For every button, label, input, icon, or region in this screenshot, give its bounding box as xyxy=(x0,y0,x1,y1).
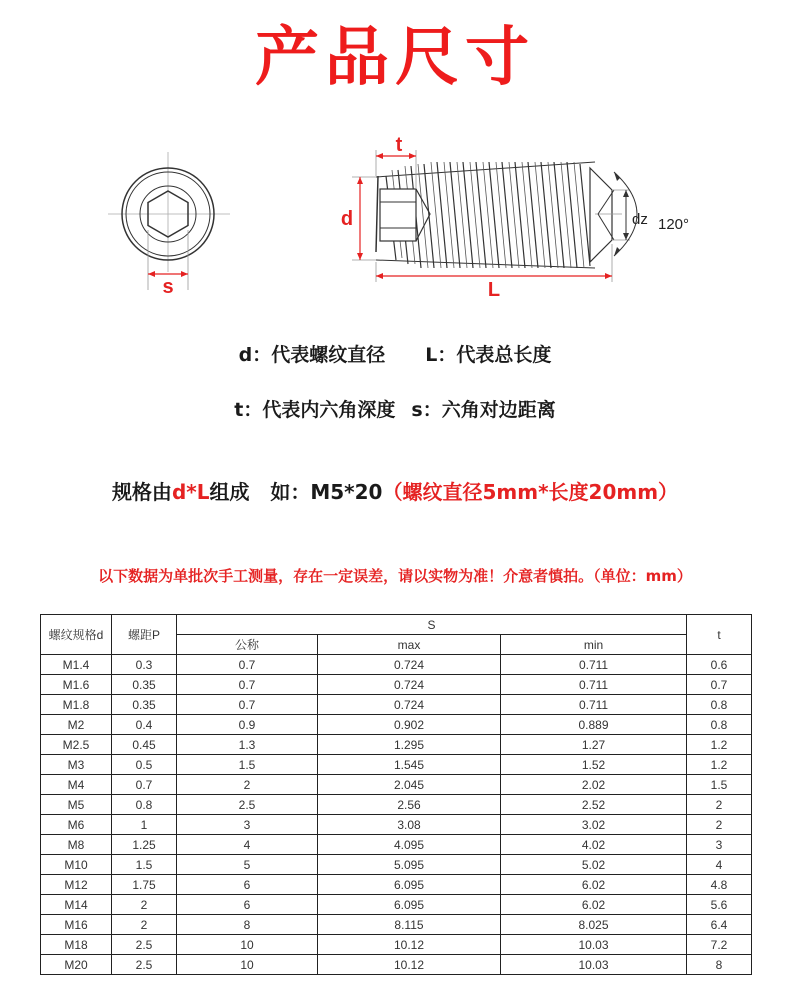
cell-pitch: 1 xyxy=(112,815,177,835)
cell-thread: M3 xyxy=(41,755,112,775)
cell-t: 1.2 xyxy=(687,755,752,775)
s-label: s xyxy=(162,276,174,298)
cell-thread: M1.4 xyxy=(41,655,112,675)
header-min: min xyxy=(501,635,687,655)
legend-L: L：代表总长度 xyxy=(425,344,552,366)
cell-t: 4 xyxy=(687,855,752,875)
header-s: S xyxy=(177,615,687,635)
table-row xyxy=(41,915,752,935)
cell-t: 1.2 xyxy=(687,735,752,755)
cell-min: 6.02 xyxy=(501,895,687,915)
cell-nominal: 1.3 xyxy=(177,735,318,755)
cell-min: 0.711 xyxy=(501,675,687,695)
angle-label: 120° xyxy=(658,216,690,233)
cell-min: 1.52 xyxy=(501,755,687,775)
table-row xyxy=(41,875,752,895)
cell-nominal: 6 xyxy=(177,895,318,915)
header-thread: 螺纹规格d xyxy=(41,615,112,655)
table-row xyxy=(41,835,752,855)
cell-max: 8.115 xyxy=(318,915,501,935)
table-body xyxy=(41,655,752,975)
cell-pitch: 0.7 xyxy=(112,775,177,795)
cell-nominal: 2 xyxy=(177,775,318,795)
legend-line-2 xyxy=(0,395,790,422)
cell-thread: M1.6 xyxy=(41,675,112,695)
cell-t: 0.8 xyxy=(687,695,752,715)
table-row xyxy=(41,735,752,755)
spec-prefix: 规格由 xyxy=(111,480,172,504)
cell-t: 0.8 xyxy=(687,715,752,735)
table-row xyxy=(41,795,752,815)
page-title: 产品尺寸 xyxy=(255,21,535,95)
side-view xyxy=(341,134,689,301)
cell-min: 0.711 xyxy=(501,655,687,675)
cell-t: 1.5 xyxy=(687,775,752,795)
cell-min: 10.03 xyxy=(501,955,687,975)
cell-pitch: 0.4 xyxy=(112,715,177,735)
cell-max: 1.295 xyxy=(318,735,501,755)
table-row xyxy=(41,895,752,915)
table-row xyxy=(41,955,752,975)
spec-format xyxy=(0,476,790,505)
cell-thread: M5 xyxy=(41,795,112,815)
cell-min: 0.711 xyxy=(501,695,687,715)
set-screw-diagram xyxy=(0,128,790,308)
cell-max: 3.08 xyxy=(318,815,501,835)
table-row xyxy=(41,775,752,795)
table-row xyxy=(41,715,752,735)
cell-pitch: 2.5 xyxy=(112,955,177,975)
cell-max: 0.902 xyxy=(318,715,501,735)
table-row xyxy=(41,815,752,835)
cell-max: 5.095 xyxy=(318,855,501,875)
t-label: t xyxy=(395,134,403,156)
cell-thread: M1.8 xyxy=(41,695,112,715)
cell-nominal: 0.7 xyxy=(177,675,318,695)
table-row xyxy=(41,855,752,875)
legend-line-1 xyxy=(0,340,790,367)
cell-t: 3 xyxy=(687,835,752,855)
cell-max: 10.12 xyxy=(318,935,501,955)
cell-pitch: 1.5 xyxy=(112,855,177,875)
dz-label: dz xyxy=(632,211,648,228)
cell-max: 2.045 xyxy=(318,775,501,795)
cell-pitch: 0.45 xyxy=(112,735,177,755)
table-row xyxy=(41,655,752,675)
cell-t: 0.7 xyxy=(687,675,752,695)
cell-thread: M14 xyxy=(41,895,112,915)
cell-t: 8 xyxy=(687,955,752,975)
table-row xyxy=(41,675,752,695)
cell-thread: M8 xyxy=(41,835,112,855)
cell-min: 2.02 xyxy=(501,775,687,795)
cell-thread: M4 xyxy=(41,775,112,795)
cell-nominal: 1.5 xyxy=(177,755,318,775)
cell-nominal: 0.7 xyxy=(177,655,318,675)
cell-max: 0.724 xyxy=(318,655,501,675)
header-max: max xyxy=(318,635,501,655)
cell-nominal: 3 xyxy=(177,815,318,835)
cell-min: 1.27 xyxy=(501,735,687,755)
cell-pitch: 1.25 xyxy=(112,835,177,855)
cell-thread: M2.5 xyxy=(41,735,112,755)
table-header-row xyxy=(41,615,752,635)
end-view xyxy=(108,152,230,298)
cell-max: 2.56 xyxy=(318,795,501,815)
cell-thread: M10 xyxy=(41,855,112,875)
header-pitch: 螺距P xyxy=(112,615,177,655)
cell-max: 0.724 xyxy=(318,675,501,695)
cell-t: 4.8 xyxy=(687,875,752,895)
legend-s: s：六角对边距离 xyxy=(411,399,556,421)
cell-max: 6.095 xyxy=(318,895,501,915)
cell-t: 2 xyxy=(687,815,752,835)
legend-d: d：代表螺纹直径 xyxy=(238,344,386,366)
cell-thread: M20 xyxy=(41,955,112,975)
header-t: t xyxy=(687,615,752,655)
cell-min: 0.889 xyxy=(501,715,687,735)
cell-nominal: 2.5 xyxy=(177,795,318,815)
cell-max: 1.545 xyxy=(318,755,501,775)
legend-t: t：代表内六角深度 xyxy=(234,399,396,421)
cell-nominal: 0.7 xyxy=(177,695,318,715)
cell-nominal: 0.9 xyxy=(177,715,318,735)
cell-nominal: 10 xyxy=(177,955,318,975)
cell-t: 6.4 xyxy=(687,915,752,935)
cell-pitch: 0.8 xyxy=(112,795,177,815)
cell-t: 7.2 xyxy=(687,935,752,955)
table-row xyxy=(41,935,752,955)
cell-pitch: 2.5 xyxy=(112,935,177,955)
cell-thread: M12 xyxy=(41,875,112,895)
cell-thread: M16 xyxy=(41,915,112,935)
cell-nominal: 10 xyxy=(177,935,318,955)
cell-pitch: 0.35 xyxy=(112,675,177,695)
cell-min: 6.02 xyxy=(501,875,687,895)
cell-pitch: 1.75 xyxy=(112,875,177,895)
table-row xyxy=(41,695,752,715)
cell-t: 2 xyxy=(687,795,752,815)
cell-pitch: 0.5 xyxy=(112,755,177,775)
cell-min: 4.02 xyxy=(501,835,687,855)
cell-pitch: 0.3 xyxy=(112,655,177,675)
cell-min: 8.025 xyxy=(501,915,687,935)
L-label: L xyxy=(487,279,501,301)
cell-thread: M6 xyxy=(41,815,112,835)
cell-thread: M18 xyxy=(41,935,112,955)
cell-nominal: 6 xyxy=(177,875,318,895)
cell-nominal: 4 xyxy=(177,835,318,855)
cell-min: 3.02 xyxy=(501,815,687,835)
header-nominal: 公称 xyxy=(177,635,318,655)
spec-example: （螺纹直径5mm*长度20mm） xyxy=(382,480,679,504)
cell-pitch: 2 xyxy=(112,895,177,915)
cell-min: 2.52 xyxy=(501,795,687,815)
d-label: d xyxy=(340,208,354,230)
measurement-notice: 以下数据为单批次手工测量，存在一定误差，请以实物为准！介意者慎拍。（单位：mm） xyxy=(98,567,692,585)
cell-pitch: 2 xyxy=(112,915,177,935)
cell-t: 0.6 xyxy=(687,655,752,675)
cell-min: 5.02 xyxy=(501,855,687,875)
spec-formula: d*L xyxy=(171,480,210,504)
cell-max: 4.095 xyxy=(318,835,501,855)
cell-min: 10.03 xyxy=(501,935,687,955)
cell-max: 10.12 xyxy=(318,955,501,975)
cell-t: 5.6 xyxy=(687,895,752,915)
table-row xyxy=(41,755,752,775)
cell-thread: M2 xyxy=(41,715,112,735)
cell-pitch: 0.35 xyxy=(112,695,177,715)
cell-max: 6.095 xyxy=(318,875,501,895)
size-table xyxy=(40,614,752,975)
cell-nominal: 8 xyxy=(177,915,318,935)
spec-suffix: 组成 如：M5*20 xyxy=(209,480,383,504)
cell-nominal: 5 xyxy=(177,855,318,875)
cell-max: 0.724 xyxy=(318,695,501,715)
